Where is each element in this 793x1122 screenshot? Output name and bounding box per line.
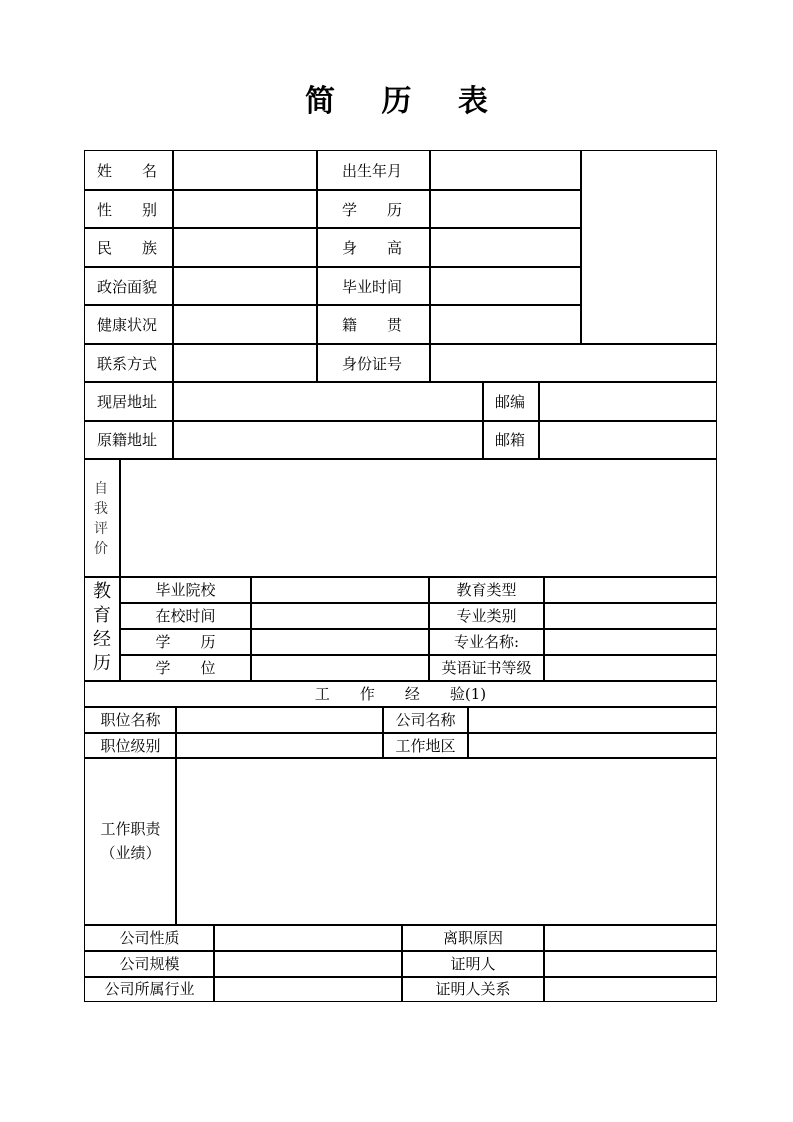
- health-label: 健康状况: [97, 316, 158, 334]
- self-eval-char-1: 自: [94, 481, 108, 497]
- scale-label: 公司规模: [119, 955, 180, 973]
- birth-label: 出生年月: [342, 162, 403, 180]
- leave-reason-value-cell[interactable]: [543, 924, 717, 952]
- birth-label-cell: [316, 150, 431, 191]
- self-eval-char-4: 价: [94, 541, 108, 557]
- current-addr-label: 现居地址: [97, 393, 158, 411]
- industry-label-cell: [84, 976, 215, 1002]
- industry-value-cell[interactable]: [213, 976, 403, 1002]
- name-label: 姓 名: [97, 162, 158, 180]
- id-label-cell: [316, 343, 431, 383]
- id-label: 身份证号: [342, 355, 403, 373]
- degree-label: 学 位: [155, 659, 216, 677]
- edu-char-4: 历: [93, 653, 111, 674]
- grad-time-label-cell: [316, 266, 431, 306]
- edu-type-value-cell[interactable]: [543, 576, 717, 604]
- gender-value-cell[interactable]: [172, 189, 318, 229]
- major-name-value-cell[interactable]: [543, 628, 717, 656]
- location-label-cell: [382, 732, 469, 759]
- reference-label-cell: [401, 950, 545, 978]
- gender-label: 性 别: [97, 201, 158, 219]
- major-name-label: 专业名称:: [453, 633, 520, 651]
- nature-value-cell[interactable]: [213, 924, 403, 952]
- native-label-cell: [316, 304, 431, 345]
- duties-sub-label: （业绩）: [100, 844, 161, 862]
- contact-value-cell[interactable]: [172, 343, 318, 383]
- edu-type-label-cell: [428, 576, 545, 604]
- self-eval-char-3: 评: [94, 521, 108, 537]
- edu-type-label: 教育类型: [456, 581, 517, 599]
- industry-label: 公司所属行业: [104, 980, 195, 998]
- name-label-cell: [84, 150, 174, 191]
- postcode-value-cell[interactable]: [538, 381, 717, 422]
- photo-cell[interactable]: [580, 150, 717, 345]
- reference-rel-value-cell[interactable]: [543, 976, 717, 1002]
- major-cat-label: 专业类别: [456, 607, 517, 625]
- self-eval-value-cell[interactable]: [119, 458, 717, 578]
- location-value-cell[interactable]: [467, 732, 717, 759]
- self-eval-char-2: 我: [94, 501, 108, 517]
- school-time-value-cell[interactable]: [250, 602, 430, 630]
- level-label: 职位级别: [100, 737, 161, 755]
- leave-reason-label-cell: [401, 924, 545, 952]
- nature-label-cell: [84, 924, 215, 952]
- height-value-cell[interactable]: [429, 227, 582, 268]
- level-label-cell: [84, 732, 177, 759]
- reference-rel-label-cell: [401, 976, 545, 1002]
- duties-label-cell: [84, 757, 177, 926]
- email-value-cell[interactable]: [538, 420, 717, 460]
- scale-value-cell[interactable]: [213, 950, 403, 978]
- height-label: 身 高: [342, 239, 403, 257]
- major-cat-value-cell[interactable]: [543, 602, 717, 630]
- native-value-cell[interactable]: [429, 304, 582, 345]
- native-label: 籍 贯: [342, 316, 403, 334]
- self-eval-label-cell: [84, 458, 121, 578]
- gender-label-cell: [84, 189, 174, 229]
- major-cat-label-cell: [428, 602, 545, 630]
- grad-time-value-cell[interactable]: [429, 266, 582, 306]
- page-title: 简 历 表: [305, 84, 506, 119]
- political-label: 政治面貌: [97, 278, 158, 296]
- degree-level-label: 学 历: [155, 633, 216, 651]
- education-value-cell[interactable]: [429, 189, 582, 229]
- political-label-cell: [84, 266, 174, 306]
- duties-label: 工作职责: [100, 820, 161, 838]
- political-value-cell[interactable]: [172, 266, 318, 306]
- edu-char-1: 教: [93, 581, 111, 602]
- english-cert-label-cell: [428, 654, 545, 682]
- school-time-label-cell: [119, 602, 252, 630]
- edu-char-3: 经: [93, 629, 111, 650]
- id-value-cell[interactable]: [429, 343, 717, 383]
- duties-value-cell[interactable]: [175, 757, 717, 926]
- edu-char-2: 育: [93, 605, 111, 626]
- birth-value-cell[interactable]: [429, 150, 582, 191]
- reference-rel-label: 证明人关系: [435, 980, 511, 998]
- work-header-cell: [84, 680, 717, 708]
- ethnicity-label-cell: [84, 227, 174, 268]
- degree-label-cell: [119, 654, 252, 682]
- position-label-cell: [84, 706, 177, 734]
- company-label: 公司名称: [395, 711, 456, 729]
- location-label: 工作地区: [395, 737, 456, 755]
- company-value-cell[interactable]: [467, 706, 717, 734]
- school-label-cell: [119, 576, 252, 604]
- degree-level-label-cell: [119, 628, 252, 656]
- edu-label-cell: [84, 576, 121, 682]
- work-header: 工 作 经 验(1): [314, 685, 487, 703]
- reference-label: 证明人: [450, 955, 496, 973]
- height-label-cell: [316, 227, 431, 268]
- grad-time-label: 毕业时间: [342, 278, 403, 296]
- company-label-cell: [382, 706, 469, 734]
- health-value-cell[interactable]: [172, 304, 318, 345]
- postcode-label-cell: [482, 381, 540, 422]
- school-value-cell[interactable]: [250, 576, 430, 604]
- contact-label-cell: [84, 343, 174, 383]
- postcode-label: 邮编: [495, 393, 526, 411]
- level-value-cell[interactable]: [175, 732, 384, 759]
- ethnicity-value-cell[interactable]: [172, 227, 318, 268]
- current-addr-label-cell: [84, 381, 174, 422]
- current-addr-value-cell[interactable]: [172, 381, 484, 422]
- origin-addr-label-cell: [84, 420, 174, 460]
- nature-label: 公司性质: [119, 929, 180, 947]
- degree-level-value-cell[interactable]: [250, 628, 430, 656]
- health-label-cell: [84, 304, 174, 345]
- leave-reason-label: 离职原因: [442, 929, 503, 947]
- contact-label: 联系方式: [97, 355, 158, 373]
- degree-value-cell[interactable]: [250, 654, 430, 682]
- email-label-cell: [482, 420, 540, 460]
- education-label-cell: [316, 189, 431, 229]
- scale-label-cell: [84, 950, 215, 978]
- email-label: 邮箱: [495, 431, 526, 449]
- name-value-cell[interactable]: [172, 150, 318, 191]
- school-label: 毕业院校: [155, 581, 216, 599]
- education-label: 学 历: [342, 201, 403, 219]
- position-value-cell[interactable]: [175, 706, 384, 734]
- position-label: 职位名称: [100, 711, 161, 729]
- origin-addr-value-cell[interactable]: [172, 420, 484, 460]
- english-cert-value-cell[interactable]: [543, 654, 717, 682]
- reference-value-cell[interactable]: [543, 950, 717, 978]
- origin-addr-label: 原籍地址: [97, 431, 158, 449]
- major-name-label-cell: [428, 628, 545, 656]
- english-cert-label: 英语证书等级: [441, 659, 532, 677]
- school-time-label: 在校时间: [155, 607, 216, 625]
- ethnicity-label: 民 族: [97, 239, 158, 257]
